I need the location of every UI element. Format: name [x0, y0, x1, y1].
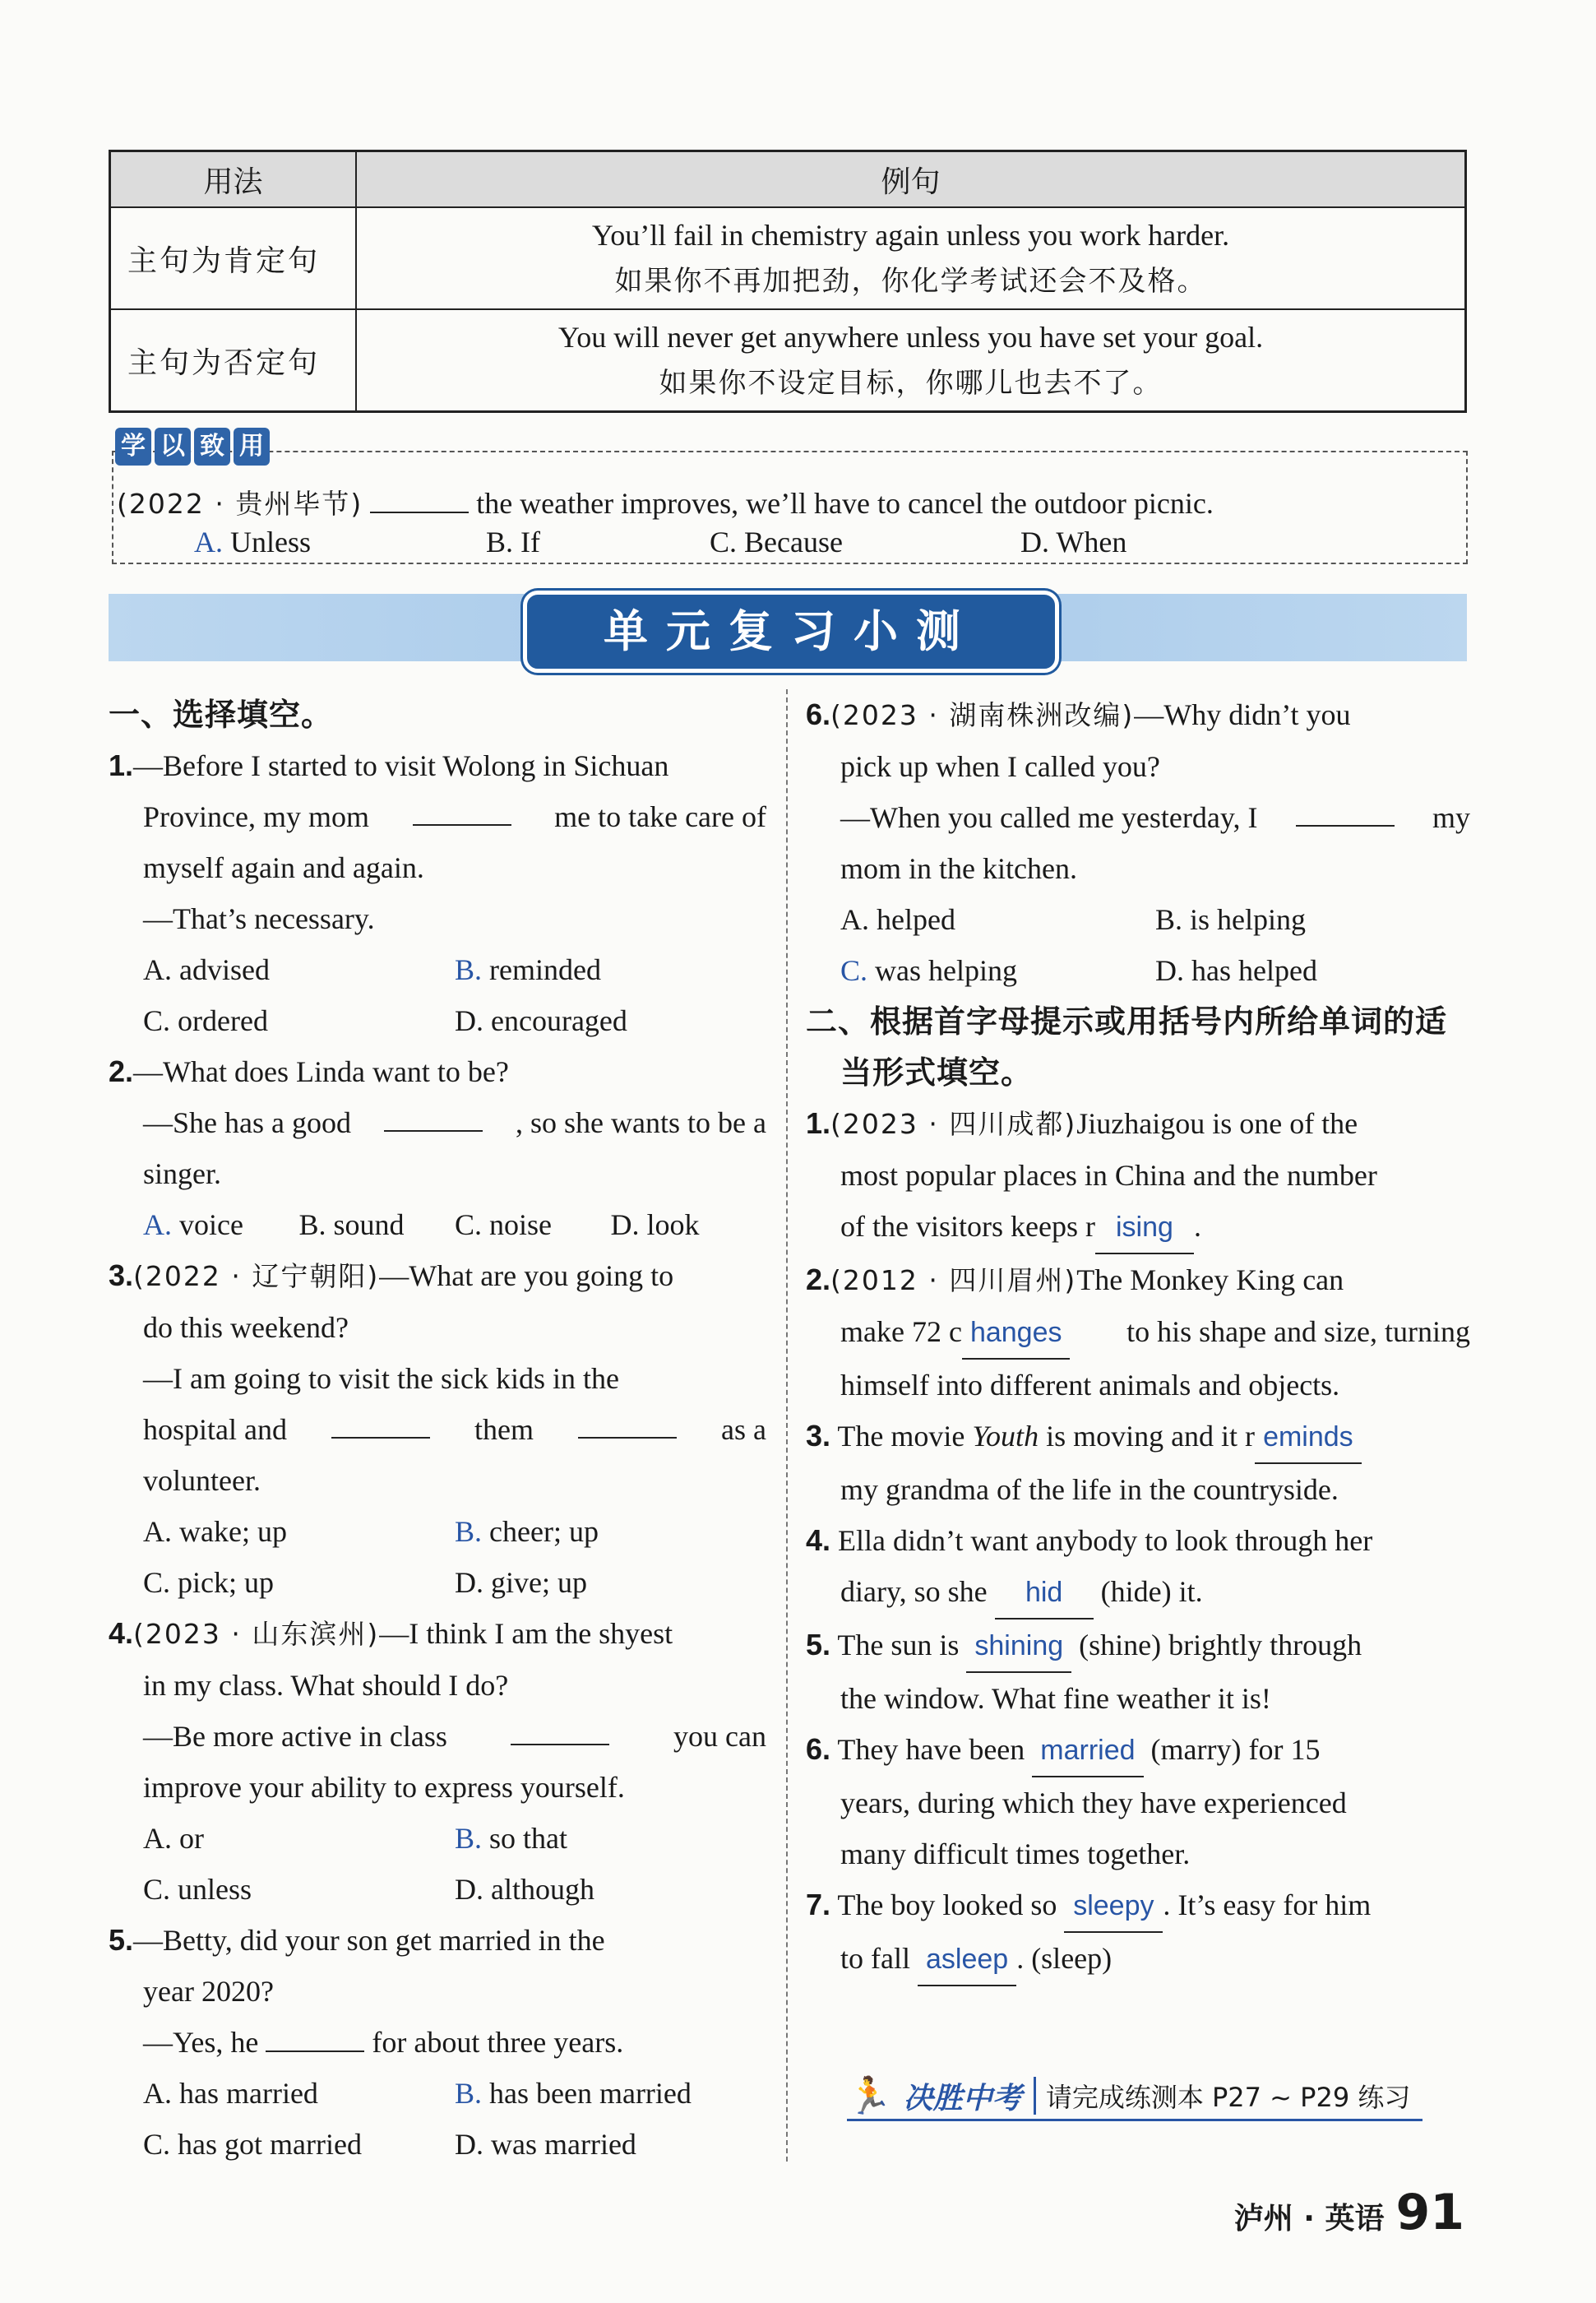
option-d[interactable]: D. although — [455, 1873, 594, 1906]
answer-fill[interactable]: asleep — [918, 1934, 1016, 1986]
option-a[interactable]: A. Unless — [194, 526, 311, 558]
question-2: 2.—What does Linda want to be? —She has a good , so she wants to be a singer. A. voice B. sound C. noise D. look — [109, 1046, 766, 1250]
tag-char: 致 — [194, 428, 230, 466]
section2-title: 二、根据首字母提示或用括号内所给单词的适 — [806, 1003, 1448, 1040]
tag-char: 以 — [155, 428, 191, 466]
answer-fill[interactable]: hid — [995, 1567, 1094, 1620]
example-en: You will never get anywhere unless you have set your goal. — [557, 321, 1264, 354]
option-b[interactable]: B. reminded — [455, 953, 601, 986]
section2-title-cont: 当形式填空。 — [840, 1054, 1034, 1091]
practice-source: (2022 · 贵州毕节) — [117, 488, 363, 520]
answer-blank[interactable] — [1296, 792, 1395, 827]
option-c[interactable]: C. was helping — [840, 954, 1017, 987]
tag-char: 学 — [115, 428, 151, 466]
option-d[interactable]: D. When — [1020, 526, 1127, 558]
option-b[interactable]: B. sound — [298, 1208, 405, 1241]
practice-options — [194, 525, 1263, 559]
option-a[interactable]: A. wake; up — [143, 1515, 287, 1548]
table-row — [110, 207, 1466, 309]
answer-fill[interactable]: eminds — [1255, 1411, 1362, 1464]
example-cell — [356, 309, 1466, 412]
page-footer — [1233, 2184, 1464, 2241]
fill-question-5: 5. The sun is shining (shine) brightly through the window. What fine weather it is! — [806, 1620, 1470, 1724]
option-d[interactable]: D. has helped — [1155, 954, 1317, 987]
question-5: 5.—Betty, did your son get married in the year 2020? —Yes, he for about three years. A. has married B. has been married C. has got married D. was married — [109, 1915, 766, 2170]
page-number: 91 — [1395, 2184, 1464, 2241]
question-6: 6.(2023 · 湖南株洲改编)—Why didn’t you pick up when I called you? —When you called me yesterday, I my mom in the kitchen. A. helped B. is helping C. was helping D. has helped — [806, 689, 1470, 996]
answer-blank[interactable] — [384, 1097, 483, 1132]
left-column — [109, 689, 766, 2170]
tag-char: 用 — [234, 428, 270, 466]
fill-question-2: 2.(2012 · 四川眉州)The Monkey King can make 72 c hanges to his shape and size, turning himself into different animals and objects. — [806, 1263, 1470, 1402]
exam-prep-banner — [847, 2073, 1423, 2121]
example-cn: 如果你不设定目标，你哪儿也去不了。 — [659, 367, 1163, 400]
answer-blank[interactable] — [413, 791, 511, 826]
option-a[interactable]: A. or — [143, 1822, 204, 1855]
option-a[interactable]: A. has married — [143, 2077, 318, 2110]
example-en: You’ll fail in chemistry again unless you work harder. — [591, 219, 1230, 252]
fill-question-3: 3. The movie Youth is moving and it r eminds my grandma of the life in the countryside. — [806, 1411, 1470, 1515]
header-example: 例句 — [356, 151, 1466, 208]
table-header-row — [110, 151, 1466, 208]
option-c[interactable]: C. ordered — [143, 1004, 268, 1037]
option-a[interactable]: A. advised — [143, 953, 270, 986]
section-banner: 单元复习小测 — [523, 591, 1059, 673]
homework-instruction: 请完成练测本 P27 ~ P29 练习 — [1034, 2077, 1411, 2115]
practice-question — [117, 479, 1214, 521]
fill-question-4: 4. Ella didn’t want anybody to look through her diary, so she hid (hide) it. — [806, 1515, 1470, 1620]
option-a[interactable]: A. voice — [143, 1208, 243, 1241]
fill-question-1: 1.(2023 · 四川成都)Jiuzhaigou is one of the most popular places in China and the number of the visitors keeps r ising . — [806, 1098, 1470, 1254]
answer-blank[interactable] — [331, 1404, 430, 1439]
right-column — [806, 689, 1470, 1986]
practice-text: the weather improves, we’ll have to cancel the outdoor picnic. — [476, 487, 1214, 520]
question-1: 1.—Before I started to visit Wolong in Sichuan Province, my mom me to take care of myself again and again. —That’s necessary. A. advised B. reminded C. ordered D. encouraged — [109, 740, 766, 1046]
option-d[interactable]: D. look — [610, 1208, 700, 1241]
answer-blank[interactable] — [266, 2018, 364, 2052]
option-b[interactable]: B. is helping — [1155, 903, 1307, 936]
answer-fill[interactable]: sleepy — [1064, 1880, 1163, 1933]
answer-fill[interactable]: married — [1032, 1725, 1143, 1777]
option-c[interactable]: C. unless — [143, 1873, 252, 1906]
example-cn: 如果你不再加把劲，你化学考试还会不及格。 — [614, 265, 1207, 298]
section1-title: 一、选择填空。 — [109, 697, 334, 733]
answer-fill[interactable]: shining — [966, 1620, 1071, 1673]
option-b[interactable]: B. so that — [455, 1822, 568, 1855]
option-c[interactable]: C. has got married — [143, 2128, 362, 2161]
runner-icon: 🏃 — [847, 2075, 892, 2117]
option-d[interactable]: D. was married — [455, 2128, 636, 2161]
answer-blank[interactable] — [578, 1404, 677, 1439]
option-b[interactable]: B. cheer; up — [455, 1515, 599, 1548]
question-4: 4.(2023 · 山东滨州)—I think I am the shyest in my class. What should I do? —Be more active in class you can improve your ability to express yourself. A. or B. so that C. unless D. although — [109, 1608, 766, 1915]
option-b[interactable]: B. If — [486, 526, 540, 558]
example-cell — [356, 207, 1466, 309]
exam-badge: 决胜中考 — [903, 2081, 1022, 2115]
option-d[interactable]: D. encouraged — [455, 1004, 627, 1037]
header-usage: 用法 — [110, 151, 357, 208]
fill-question-6: 6. They have been married (marry) for 15 years, during which they have experienced many difficult times together. — [806, 1724, 1470, 1879]
table-row — [110, 309, 1466, 412]
answer-fill[interactable]: ising — [1095, 1202, 1194, 1254]
option-b[interactable]: B. has been married — [455, 2077, 692, 2110]
option-a[interactable]: A. helped — [840, 903, 955, 936]
book-label: 泸州 · 英语 — [1233, 2202, 1385, 2236]
option-c[interactable]: C. noise — [455, 1208, 553, 1241]
question-3: 3.(2022 · 辽宁朝阳)—What are you going to do this weekend? —I am going to visit the sick kids in the hospital and them as a volunteer. A. wake; up B. cheer; up C. pick; up D. give; up — [109, 1250, 766, 1608]
option-c[interactable]: C. Because — [710, 526, 843, 558]
fill-question-7: 7. The boy looked so sleepy . It’s easy for him to fall asleep . (sleep) — [806, 1879, 1470, 1986]
usage-cell: 主句为肯定句 — [110, 207, 357, 309]
option-d[interactable]: D. give; up — [455, 1566, 587, 1599]
usage-cell: 主句为否定句 — [110, 309, 357, 412]
answer-blank[interactable] — [511, 1711, 609, 1745]
usage-table — [109, 150, 1467, 413]
option-c[interactable]: C. pick; up — [143, 1566, 274, 1599]
practice-tag — [115, 428, 270, 469]
answer-blank[interactable] — [370, 479, 469, 513]
column-divider — [786, 689, 788, 2162]
answer-fill[interactable]: hanges — [962, 1307, 1071, 1360]
